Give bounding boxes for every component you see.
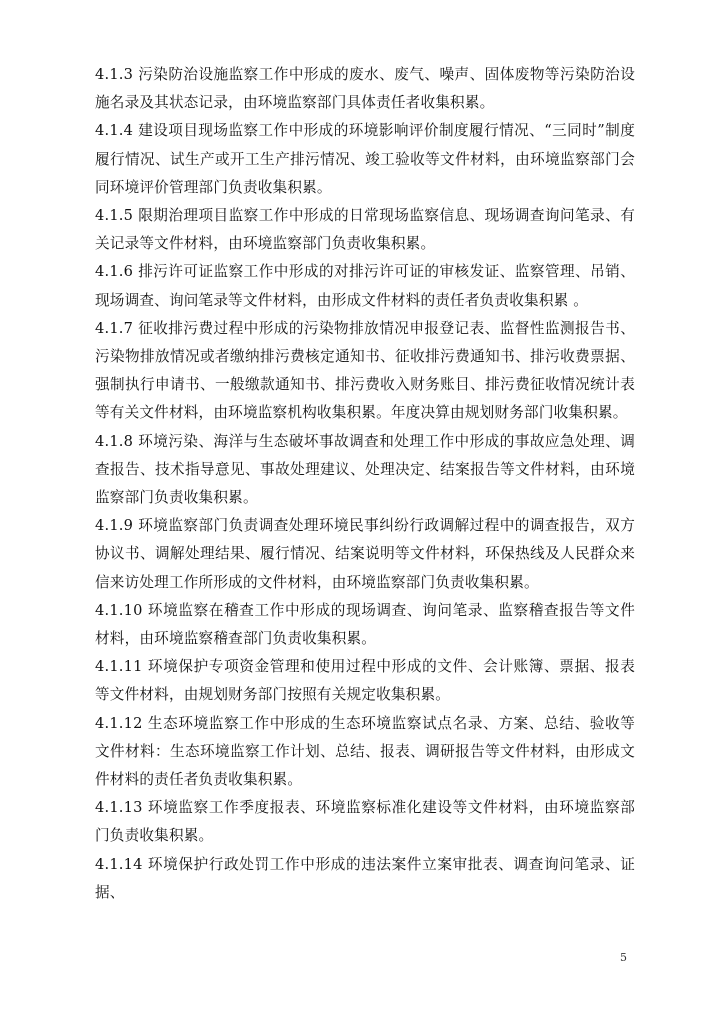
clause-4-1-4: 4.1.4 建设项目现场监察工作中形成的环境影响评价制度履行情况、“三同时”制度履行情况、试生产或开工生产排污情况、竣工验收等文件材料，由环境监察部门会同环境评价管理部门负责收集积累。 bbox=[95, 122, 635, 196]
clause-4-1-3: 4.1.3 污染防治设施监察工作中形成的废水、废气、噪声、固体废物等污染防治设施名录及其状态记录，由环境监察部门具体责任者收集积累。 bbox=[95, 66, 635, 112]
clause-4-1-7: 4.1.7 征收排污费过程中形成的污染物排放情况申报登记表、监督性监测报告书、污染物排放情况或者缴纳排污费核定通知书、征收排污费通知书、排污收费票据、强制执行申请书、一般缴款通知书、排污费收入财务账目、排污费征收情况统计表等有关文件材料，由环境监察机构收集积累。年度决算由规划财务部门收集积累。 bbox=[95, 319, 635, 422]
clause-4-1-9: 4.1.9 环境监察部门负责调查处理环境民事纠纷行政调解过程中的调查报告，双方协议书、调解处理结果、履行情况、结案说明等文件材料，环保热线及人民群众来信来访处理工作所形成的文件材料，由环境监察部门负责收集积累。 bbox=[95, 517, 635, 591]
clause-4-1-14: 4.1.14 环境保护行政处罚工作中形成的违法案件立案审批表、调查询问笔录、证据、 bbox=[95, 855, 635, 901]
clause-4-1-5: 4.1.5 限期治理项目监察工作中形成的日常现场监察信息、现场调查询问笔录、有关记录等文件材料，由环境监察部门负责收集积累。 bbox=[95, 207, 635, 253]
clause-4-1-10: 4.1.10 环境监察在稽查工作中形成的现场调查、询问笔录、监察稽查报告等文件材料，由环境监察稽查部门负责收集积累。 bbox=[95, 601, 635, 648]
document-body bbox=[95, 61, 635, 907]
clause-4-1-6: 4.1.6 排污许可证监察工作中形成的对排污许可证的审核发证、监察管理、吊销、现场调查、询问笔录等文件材料，由形成文件材料的责任者负责收集积累 。 bbox=[95, 263, 635, 309]
clause-4-1-13: 4.1.13 环境监察工作季度报表、环境监察标准化建设等文件材料，由环境监察部门负责收集积累。 bbox=[95, 799, 635, 845]
page-number: 5 bbox=[620, 951, 627, 964]
clause-4-1-11: 4.1.11 环境保护专项资金管理和使用过程中形成的文件、会计账簿、票据、报表等文件材料，由规划财务部门按照有关规定收集积累。 bbox=[95, 658, 635, 704]
clause-4-1-8: 4.1.8 环境污染、海洋与生态破坏事故调查和处理工作中形成的事故应急处理、调查报告、技术指导意见、事故处理建议、处理决定、结案报告等文件材料，由环境监察部门负责收集积累。 bbox=[95, 432, 635, 507]
clause-4-1-12: 4.1.12 生态环境监察工作中形成的生态环境监察试点名录、方案、总结、验收等文件材料：生态环境监察工作计划、总结、报表、调研报告等文件材料，由形成文件材料的责任者负责收集积累。 bbox=[95, 714, 635, 789]
